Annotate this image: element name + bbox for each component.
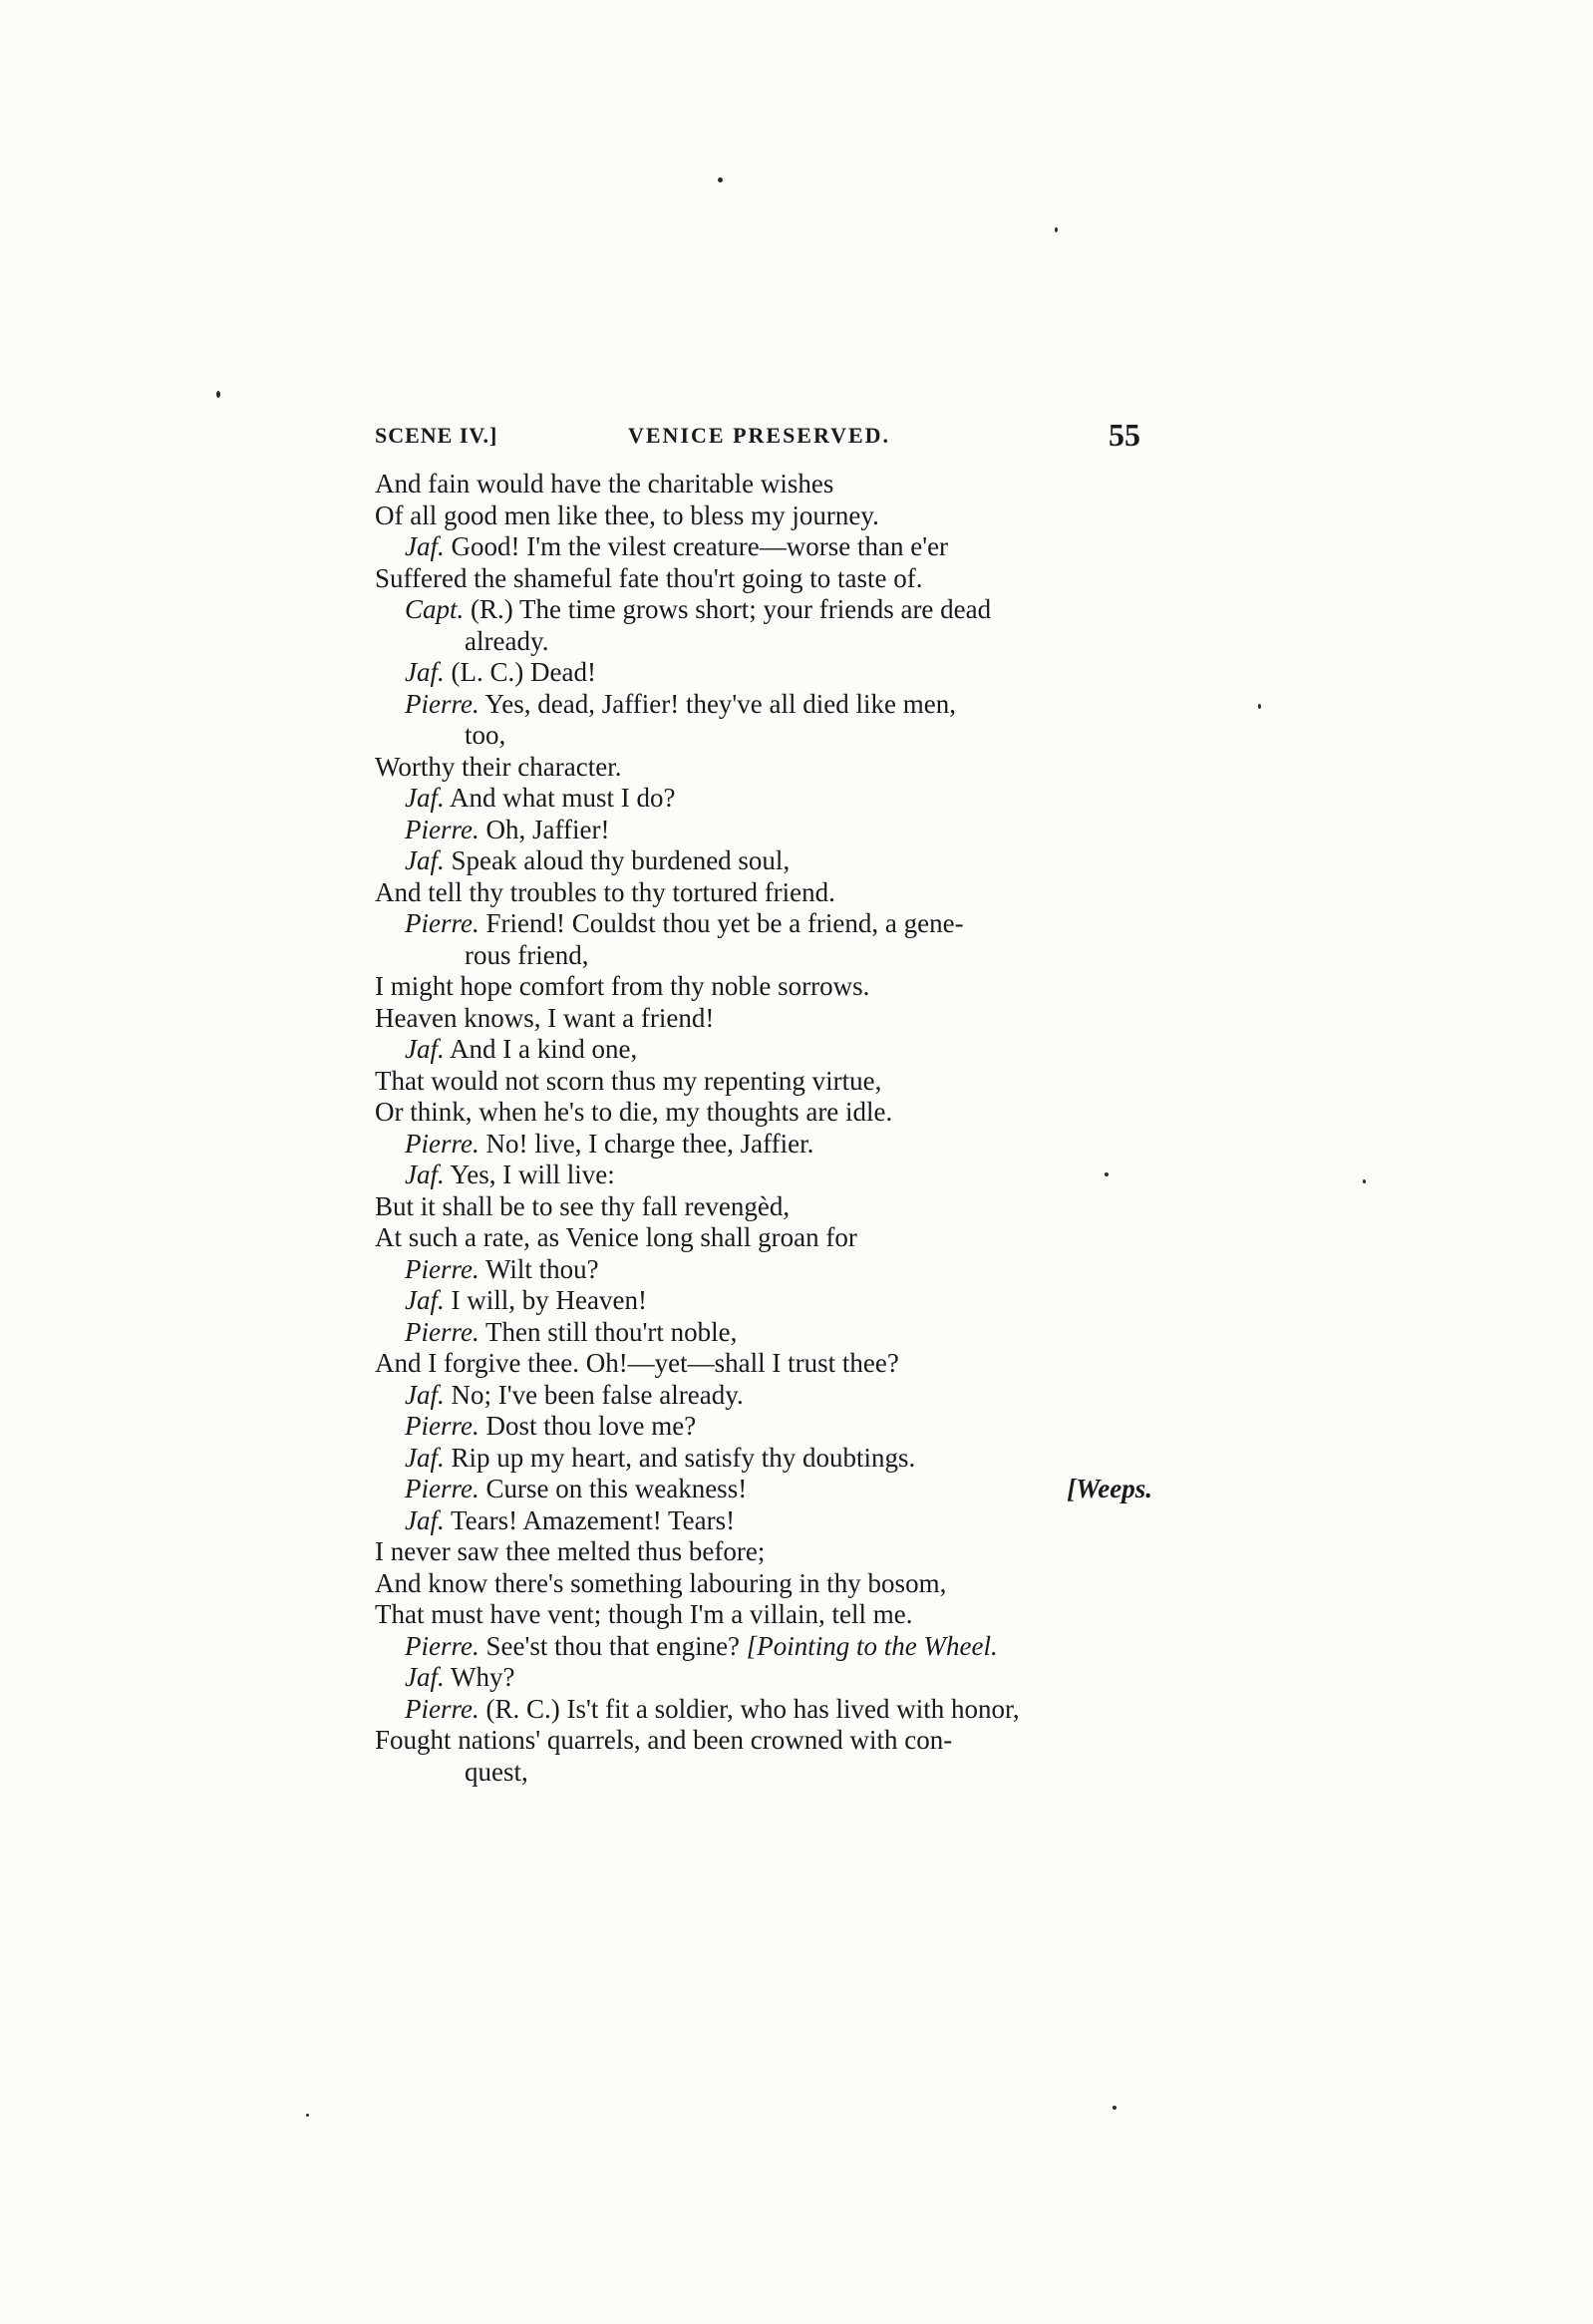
verse-line xyxy=(375,1568,1152,1600)
speech-line xyxy=(375,1631,1152,1663)
stage-position: (R.) xyxy=(471,594,513,624)
line-body xyxy=(405,531,948,561)
line-body xyxy=(405,1474,747,1505)
speaker-name: Pierre. xyxy=(405,908,479,938)
line-body xyxy=(405,783,675,813)
speech-line xyxy=(375,1034,1152,1066)
speaker-name: Jaf. xyxy=(405,1379,445,1410)
speech-line xyxy=(375,1505,1152,1537)
line-body xyxy=(375,1222,857,1252)
line-text: Is't fit a soldier, who has lived with honor, xyxy=(566,1693,1020,1724)
line-body xyxy=(405,908,964,938)
speech-line xyxy=(375,531,1152,563)
line-text: Yes, I will live: xyxy=(450,1160,615,1189)
speech-line xyxy=(375,594,1152,626)
line-text: Heaven knows, I want a friend! xyxy=(375,1002,715,1033)
line-body xyxy=(375,500,879,530)
verse-line xyxy=(375,752,1152,784)
verse-line xyxy=(375,877,1152,909)
line-text: And I a kind one, xyxy=(450,1034,638,1064)
line-body xyxy=(375,1536,765,1566)
line-text: And fain would have the charitable wishes xyxy=(375,469,834,498)
line-text: Suffered the shameful fate thou'rt going to taste of. xyxy=(375,562,923,593)
speaker-name: Pierre. xyxy=(405,1411,479,1441)
speech-line xyxy=(375,1317,1152,1349)
line-text: But it shall be to see thy fall revengèd, xyxy=(375,1190,791,1221)
speaker-name: Jaf. xyxy=(405,1662,445,1692)
line-text: Yes, dead, Jaffier! they've all died like men, xyxy=(484,688,956,719)
speech-line xyxy=(375,815,1152,846)
verse-line xyxy=(375,1097,1152,1129)
verse-line xyxy=(375,1066,1152,1098)
line-body xyxy=(405,815,609,844)
stage-direction: [Weeps. xyxy=(1067,1474,1152,1503)
speaker-name: Pierre. xyxy=(405,1316,479,1347)
speech-line xyxy=(375,1254,1152,1286)
speech-line xyxy=(375,783,1152,815)
scan-speck xyxy=(1258,704,1261,709)
speaker-name: Pierre. xyxy=(405,1630,479,1661)
speech-line xyxy=(375,1662,1152,1694)
speaker-name: Pierre. xyxy=(405,1693,479,1724)
line-body xyxy=(375,1348,899,1378)
line-body xyxy=(405,1160,615,1189)
continuation-line xyxy=(375,940,1152,972)
line-text: already. xyxy=(465,625,549,656)
line-body xyxy=(375,1599,913,1629)
line-body xyxy=(375,1191,790,1221)
line-text: too, xyxy=(465,720,506,750)
line-body xyxy=(375,1003,714,1033)
line-text: Fought nations' quarrels, and been crowned with con- xyxy=(375,1725,953,1755)
line-body xyxy=(465,940,588,970)
verse-line xyxy=(375,1725,1152,1757)
speech-line xyxy=(375,1285,1152,1317)
line-body xyxy=(405,1411,696,1441)
speech-line xyxy=(375,1411,1152,1443)
verse-line xyxy=(375,1599,1152,1631)
speaker-name: Jaf. xyxy=(405,845,445,875)
line-body xyxy=(405,1034,637,1064)
line-body xyxy=(375,563,922,593)
verse-line xyxy=(375,1222,1152,1254)
line-body xyxy=(405,1694,1020,1724)
line-text: I never saw thee melted thus before; xyxy=(375,1536,766,1566)
line-text: That would not scorn thus my repenting virtue, xyxy=(375,1065,882,1096)
line-body xyxy=(405,1505,735,1535)
line-body xyxy=(405,594,991,624)
verse-line xyxy=(375,1348,1152,1380)
line-body xyxy=(375,469,833,498)
verse-line xyxy=(375,500,1152,532)
line-text: I might hope comfort from thy noble sorrows. xyxy=(375,971,870,1001)
scene-label: SCENE IV.] xyxy=(375,423,498,448)
line-text: Worthy their character. xyxy=(375,751,622,782)
verse-line xyxy=(375,1003,1152,1035)
scan-speck xyxy=(718,177,723,182)
verse-line xyxy=(375,1191,1152,1223)
scan-speck xyxy=(216,391,220,398)
speech-line xyxy=(375,689,1152,721)
line-text: Friend! Couldst thou yet be a friend, a gene- xyxy=(485,908,964,938)
line-text: And tell thy troubles to thy tortured friend. xyxy=(375,876,835,907)
speaker-name: Jaf. xyxy=(405,1504,445,1535)
scan-speck xyxy=(1363,1179,1366,1183)
line-text: Of all good men like thee, to bless my journey. xyxy=(375,499,879,530)
stage-position: (R. C.) xyxy=(485,1693,560,1724)
scan-speck xyxy=(1055,227,1058,232)
verse-line xyxy=(375,1536,1152,1568)
line-body xyxy=(405,1443,915,1473)
line-text: Or think, when he's to die, my thoughts are idle. xyxy=(375,1097,893,1127)
line-text: quest, xyxy=(465,1756,528,1787)
speaker-name: Pierre. xyxy=(405,1253,479,1284)
continuation-line xyxy=(375,720,1152,752)
line-body xyxy=(405,1662,514,1692)
line-body xyxy=(405,657,596,687)
speaker-name: Jaf. xyxy=(405,1285,445,1315)
speech-line xyxy=(375,908,1152,940)
line-text: I will, by Heaven! xyxy=(451,1285,647,1315)
line-text: And what must I do? xyxy=(450,783,676,813)
line-body xyxy=(405,1631,998,1661)
speech-line xyxy=(375,1160,1152,1191)
speaker-name: Jaf. xyxy=(405,1442,445,1473)
continuation-line xyxy=(375,1757,1152,1789)
line-text: That must have vent; though I'm a villain, tell me. xyxy=(375,1599,913,1629)
line-text: No; I've been false already. xyxy=(451,1379,744,1410)
page-number: 55 xyxy=(1109,417,1140,453)
line-text: Wilt thou? xyxy=(485,1253,599,1284)
line-text: rous friend, xyxy=(465,939,589,970)
speaker-name: Pierre. xyxy=(405,688,479,719)
line-body xyxy=(405,1129,813,1159)
speaker-name: Pierre. xyxy=(405,1128,479,1159)
scan-speck xyxy=(1113,2106,1116,2110)
speech-line xyxy=(375,1443,1152,1475)
speech-line xyxy=(375,1380,1152,1412)
line-body xyxy=(375,1725,952,1755)
line-text: Why? xyxy=(451,1662,515,1692)
line-body xyxy=(405,1380,744,1410)
speaker-name: Jaf. xyxy=(405,657,445,687)
verse-line xyxy=(375,971,1152,1003)
line-text: No! live, I charge thee, Jaffier. xyxy=(485,1128,814,1159)
line-text: See'st thou that engine? xyxy=(485,1630,741,1661)
speaker-name: Jaf. xyxy=(405,783,445,813)
line-body xyxy=(375,1066,881,1096)
line-body xyxy=(405,1317,737,1347)
line-text: Rip up my heart, and satisfy thy doubtings. xyxy=(451,1442,916,1473)
line-text: And know there's something labouring in thy bosom, xyxy=(375,1567,947,1598)
speech-line xyxy=(375,657,1152,689)
speech-line xyxy=(375,1474,1152,1505)
play-text xyxy=(375,469,1152,1788)
line-body xyxy=(405,1254,599,1284)
running-title: VENICE PRESERVED. xyxy=(628,423,891,448)
line-body xyxy=(375,971,869,1001)
speech-line xyxy=(375,1129,1152,1161)
line-text: At such a rate, as Venice long shall groan for xyxy=(375,1222,857,1252)
stage-direction: [Pointing to the Wheel. xyxy=(746,1630,998,1661)
line-body xyxy=(375,1568,946,1598)
line-text: Oh, Jaffier! xyxy=(485,814,610,844)
line-body xyxy=(375,877,835,907)
line-text: Curse on this weakness! xyxy=(485,1474,748,1503)
line-body xyxy=(465,1757,528,1787)
speech-line xyxy=(375,1694,1152,1726)
line-text: The time grows short; your friends are dead xyxy=(519,594,992,624)
verse-line xyxy=(375,563,1152,595)
line-body xyxy=(405,1285,647,1315)
speech-line xyxy=(375,845,1152,877)
speaker-name: Pierre. xyxy=(405,814,479,844)
verse-line xyxy=(375,469,1152,500)
line-body xyxy=(375,1097,892,1127)
line-text: Speak aloud thy burdened soul, xyxy=(451,845,791,875)
scan-speck xyxy=(306,2114,309,2117)
line-text: Tears! Amazement! Tears! xyxy=(451,1504,736,1535)
line-text: And I forgive thee. Oh!—yet—shall I trust thee? xyxy=(375,1348,899,1378)
speaker-name: Jaf. xyxy=(405,1034,445,1064)
line-body xyxy=(375,752,621,782)
line-body xyxy=(465,626,548,656)
line-body xyxy=(405,845,790,875)
line-text: Good! I'm the vilest creature—worse than e'er xyxy=(451,531,949,561)
line-body xyxy=(405,689,956,719)
line-text: Dead! xyxy=(529,657,596,687)
running-header xyxy=(375,417,1140,457)
speaker-name: Jaf. xyxy=(405,1160,445,1189)
line-body xyxy=(465,720,505,750)
speaker-name: Pierre. xyxy=(405,1474,479,1503)
stage-position: (L. C.) xyxy=(451,657,524,687)
speaker-name: Jaf. xyxy=(405,531,445,561)
line-text: Then still thou'rt noble, xyxy=(485,1316,738,1347)
continuation-line xyxy=(375,626,1152,658)
line-text: Dost thou love me? xyxy=(485,1411,697,1441)
speaker-name: Capt. xyxy=(405,594,465,624)
